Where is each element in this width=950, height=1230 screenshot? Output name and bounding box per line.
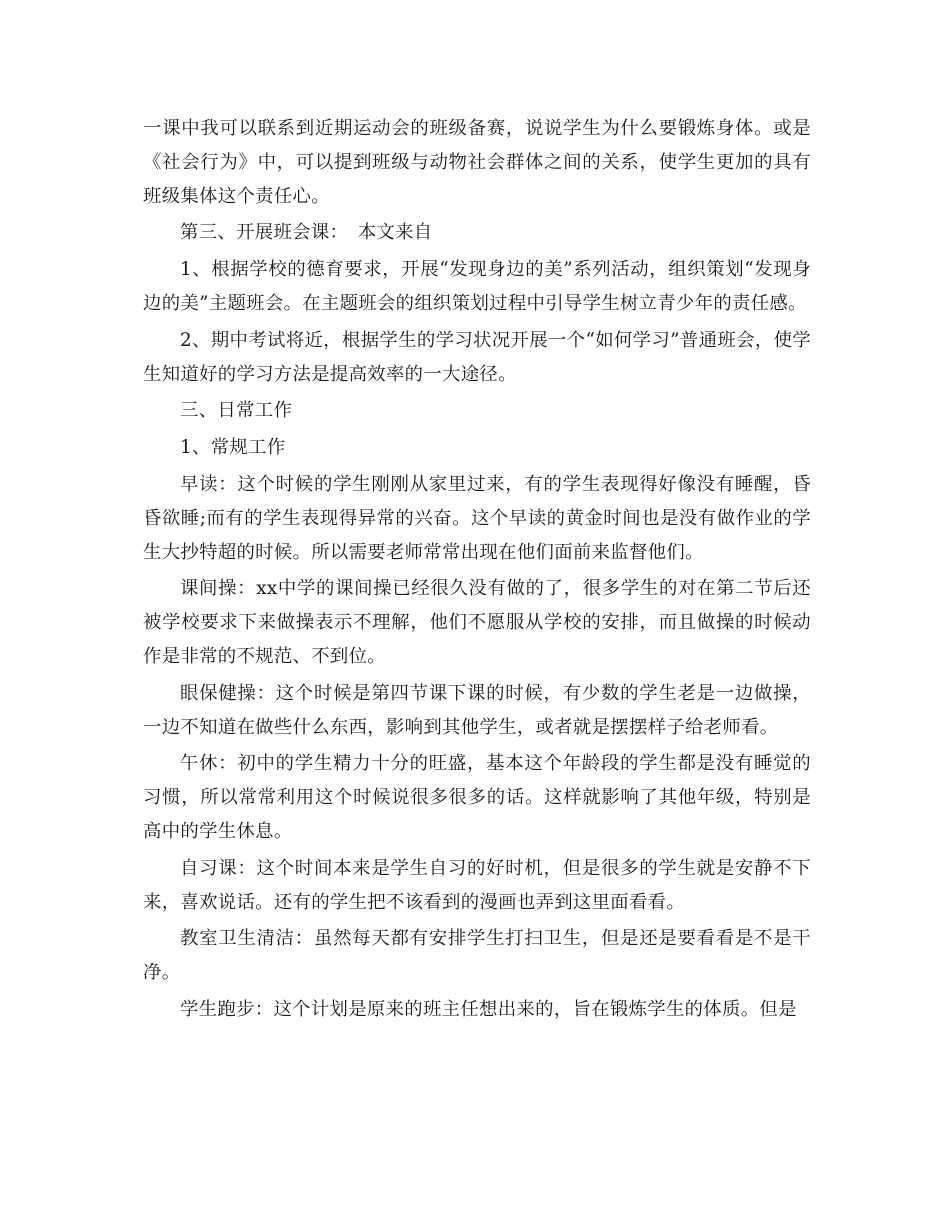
paragraph-noon-rest: 午休：初中的学生精力十分的旺盛，基本这个年龄段的学生都是没有睡觉的习惯，所以常常利用这个时候说很多很多的话。这样就影响了其他年级，特别是高中的学生休息。 xyxy=(143,753,811,842)
paragraph-heading-class-meeting: 第三、开展班会课： 本文来自 xyxy=(180,222,433,244)
document-body xyxy=(143,112,811,1030)
paragraph-item-2: 2、期中考试将近，根据学生的学习状况开展一个“如何学习”普通班会，使学生知道好的学习方法是提高效率的一大途径。 xyxy=(143,329,811,385)
paragraph-student-running: 学生跑步：这个计划是原来的班主任想出来的，旨在锻炼学生的体质。但是 xyxy=(180,998,797,1020)
paragraph-morning-reading: 早读：这个时候的学生刚刚从家里过来，有的学生表现得好像没有睡醒，昏昏欲睡;而有的学生表现得异常的兴奋。这个早读的黄金时间也是没有做作业的学生大抄特超的时候。所以需要老师常常出现在他们面前来监督他们。 xyxy=(143,473,811,563)
paragraph-classroom-cleaning: 教室卫生清洁：虽然每天都有安排学生打扫卫生，但是还是要看看是不是干净。 xyxy=(143,928,811,984)
paragraph-self-study: 自习课：这个时间本来是学生自习的好时机，但是很多的学生就是安静不下来，喜欢说话。还有的学生把不该看到的漫画也弄到这里面看看。 xyxy=(143,857,811,913)
paragraph-eye-exercise: 眼保健操：这个时候是第四节课下课的时候，有少数的学生老是一边做操，一边不知道在做些什么东西，影响到其他学生，或者就是摆摆样子给老师看。 xyxy=(143,682,811,738)
paragraph-break-exercise: 课间操：xx中学的课间操已经很久没有做的了，很多学生的对在第二节后还被学校要求下来做操表示不理解，他们不愿服从学校的安排，而且做操的时候动作是非常的不规范、不到位。 xyxy=(143,578,811,667)
section-heading-daily-work: 三、日常工作 xyxy=(180,400,293,422)
subsection-heading-routine-work: 1、常规工作 xyxy=(180,437,286,459)
paragraph-item-1: 1、根据学校的德育要求，开展“发现身边的美”系列活动，组织策划“发现身边的美”主题班会。在主题班会的组织策划过程中引导学生树立青少年的责任感。 xyxy=(143,259,811,314)
paragraph-continuation: 一课中我可以联系到近期运动会的班级备赛，说说学生为什么要锻炼身体。或是《社会行为》中，可以提到班级与动物社会群体之间的关系，使学生更加的具有班级集体这个责任心。 xyxy=(143,118,811,207)
